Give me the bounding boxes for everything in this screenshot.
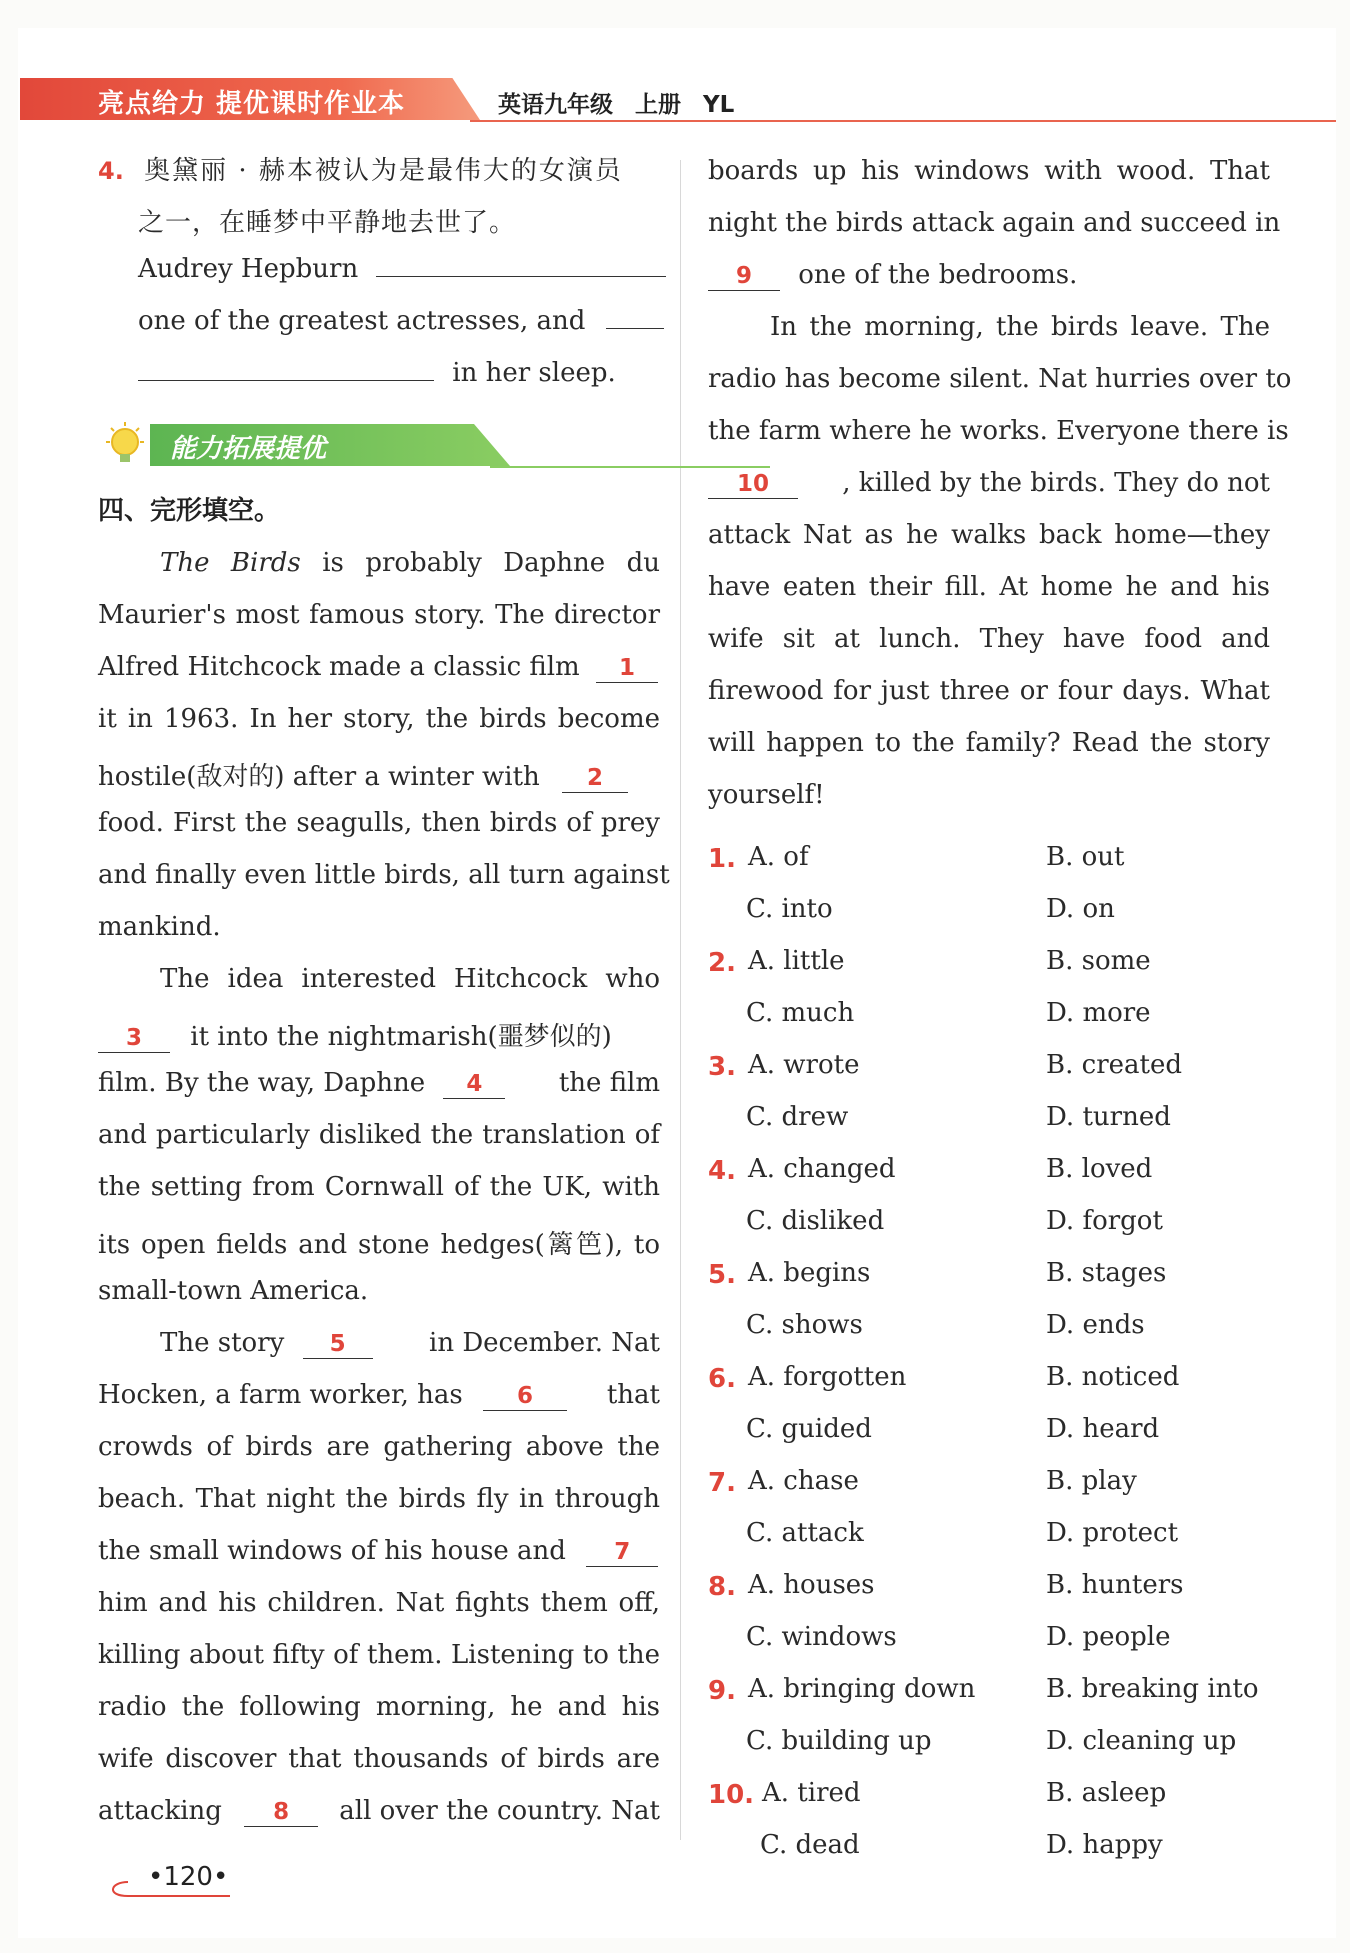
- header-volume: 上册: [635, 92, 682, 118]
- passage-line: the setting from Cornwall of the UK, with: [98, 1172, 660, 1202]
- passage-line: food. First the seagulls, then birds of prey: [98, 808, 660, 838]
- story-title: The Birds: [160, 548, 301, 578]
- option-a[interactable]: A. little: [748, 946, 845, 976]
- passage-line: radio has become silent. Nat hurries over to: [708, 364, 1292, 394]
- passage-line: [98, 1796, 660, 1827]
- option-b[interactable]: B. stages: [1046, 1258, 1167, 1288]
- option-d[interactable]: D. cleaning up: [1046, 1726, 1237, 1756]
- passage-line: wife discover that thousands of birds are: [98, 1744, 660, 1774]
- option-a[interactable]: A. of: [748, 842, 809, 872]
- option-d[interactable]: D. heard: [1046, 1414, 1160, 1444]
- option-question-number: 5.: [708, 1260, 736, 1290]
- passage-line: have eaten their fill. At home he and his: [708, 572, 1270, 602]
- passage-line: its open fields and stone hedges(篱笆), to: [98, 1230, 660, 1260]
- passage-line: attack Nat as he walks back home—they: [708, 520, 1270, 550]
- blank-2[interactable]: 2: [562, 764, 628, 793]
- option-question-number: 2.: [708, 948, 736, 978]
- passage-line: crowds of birds are gathering above the: [98, 1432, 660, 1462]
- blank-6[interactable]: 6: [483, 1382, 567, 1411]
- option-d[interactable]: D. forgot: [1046, 1206, 1163, 1236]
- passage-text: the small windows of his house and: [98, 1536, 566, 1566]
- option-d[interactable]: D. more: [1046, 998, 1151, 1028]
- option-d[interactable]: D. on: [1046, 894, 1115, 924]
- passage-text: hostile(敌对的) after a winter with: [98, 762, 540, 792]
- passage-line: [160, 548, 660, 578]
- passage-line: Maurier's most famous story. The director: [98, 600, 660, 630]
- option-c[interactable]: C. shows: [746, 1310, 863, 1340]
- blank-1[interactable]: 1: [596, 654, 658, 683]
- option-b[interactable]: B. created: [1046, 1050, 1182, 1080]
- option-c[interactable]: C. attack: [746, 1518, 864, 1548]
- option-c[interactable]: C. guided: [746, 1414, 872, 1444]
- passage-line: The idea interested Hitchcock who: [160, 964, 660, 994]
- passage-line: [98, 1380, 660, 1411]
- passage-text: is probably Daphne du: [322, 548, 660, 578]
- option-c[interactable]: C. windows: [746, 1622, 897, 1652]
- option-d[interactable]: D. people: [1046, 1622, 1171, 1652]
- option-c[interactable]: C. disliked: [746, 1206, 885, 1236]
- column-divider: [680, 160, 681, 1840]
- blank-9[interactable]: 9: [708, 262, 780, 291]
- header-subject-line: [498, 86, 734, 119]
- passage-line: and particularly disliked the translation of: [98, 1120, 660, 1150]
- question-number: 4.: [98, 157, 124, 185]
- passage-text: , killed by the birds. They do not: [842, 468, 1270, 498]
- option-question-number: 6.: [708, 1364, 736, 1394]
- option-question-number: 10.: [708, 1780, 755, 1810]
- header-subject: 英语九年级: [498, 92, 613, 118]
- option-question-number: 8.: [708, 1572, 736, 1602]
- page-number-ornament: [104, 1878, 234, 1900]
- passage-line: [708, 260, 1077, 291]
- q4-english-line-2: one of the greatest actresses, and: [138, 306, 586, 336]
- option-a[interactable]: A. houses: [748, 1570, 875, 1600]
- option-a[interactable]: A. begins: [748, 1258, 871, 1288]
- passage-line: will happen to the family? Read the story: [708, 728, 1270, 758]
- passage-text: Hocken, a farm worker, has: [98, 1380, 463, 1410]
- passage-text: attacking: [98, 1796, 222, 1826]
- blank-8[interactable]: 8: [244, 1798, 318, 1827]
- blank-5[interactable]: 5: [303, 1330, 373, 1359]
- header-edition: YL: [703, 92, 735, 118]
- q4-chinese-line-1: 奥黛丽 · 赫本被认为是最伟大的女演员: [144, 156, 623, 186]
- option-b[interactable]: B. hunters: [1046, 1570, 1184, 1600]
- passage-line: In the morning, the birds leave. The: [770, 312, 1270, 342]
- passage-line: killing about fifty of them. Listening to the: [98, 1640, 660, 1670]
- blank-3[interactable]: 3: [98, 1024, 170, 1053]
- q4-english-line-3: in her sleep.: [452, 358, 616, 388]
- passage-line: boards up his windows with wood. That: [708, 156, 1270, 186]
- passage-line: [98, 1016, 612, 1053]
- passage-line: it in 1963. In her story, the birds become: [98, 704, 660, 734]
- passage-line: [98, 1536, 658, 1567]
- passage-text: in December. Nat: [429, 1328, 660, 1358]
- option-a[interactable]: A. tired: [762, 1778, 861, 1808]
- option-c[interactable]: C. drew: [746, 1102, 849, 1132]
- passage-line: and finally even little birds, all turn against: [98, 860, 670, 890]
- option-a[interactable]: A. forgotten: [748, 1362, 907, 1392]
- passage-line: [98, 652, 658, 683]
- passage-line: small-town America.: [98, 1276, 369, 1306]
- blank-7[interactable]: 7: [586, 1538, 658, 1567]
- passage-line: him and his children. Nat fights them off,: [98, 1588, 660, 1618]
- passage-line: the farm where he works. Everyone there is: [708, 416, 1289, 446]
- option-b[interactable]: B. out: [1046, 842, 1125, 872]
- passage-line: [98, 756, 628, 793]
- option-a[interactable]: A. chase: [748, 1466, 859, 1496]
- passage-line: [98, 1068, 660, 1099]
- option-question-number: 4.: [708, 1156, 736, 1186]
- option-question-number: 3.: [708, 1052, 736, 1082]
- option-d[interactable]: D. happy: [1046, 1830, 1163, 1860]
- passage-text: The story: [160, 1328, 285, 1358]
- option-b[interactable]: B. play: [1046, 1466, 1137, 1496]
- option-c[interactable]: C. dead: [760, 1830, 860, 1860]
- option-d[interactable]: D. protect: [1046, 1518, 1179, 1548]
- section-banner: [100, 422, 670, 468]
- passage-text: Alfred Hitchcock made a classic film: [98, 652, 580, 682]
- q4-chinese-line-2: 之一，在睡梦中平静地去世了。: [138, 208, 517, 238]
- option-question-number: 1.: [708, 844, 736, 874]
- option-c[interactable]: C. into: [746, 894, 833, 924]
- lightbulb-icon: [100, 420, 150, 470]
- option-d[interactable]: D. ends: [1046, 1310, 1145, 1340]
- option-b[interactable]: B. asleep: [1046, 1778, 1167, 1808]
- passage-text: all over the country. Nat: [339, 1796, 660, 1826]
- answer-blank[interactable]: [606, 328, 664, 329]
- passage-line: night the birds attack again and succeed in: [708, 208, 1281, 238]
- passage-line: mankind.: [98, 912, 221, 942]
- banner-title: 能力拓展提优: [170, 434, 327, 464]
- passage-text: it into the nightmarish(噩梦似的): [190, 1022, 612, 1052]
- passage-line: wife sit at lunch. They have food and: [708, 624, 1270, 654]
- option-b[interactable]: B. noticed: [1046, 1362, 1180, 1392]
- option-c[interactable]: C. much: [746, 998, 855, 1028]
- page-number: •120•: [148, 1862, 229, 1892]
- blank-4[interactable]: 4: [443, 1070, 505, 1099]
- header-brand: 亮点给力 提优课时作业本: [98, 89, 406, 119]
- option-b[interactable]: B. breaking into: [1046, 1674, 1259, 1704]
- passage-text: film. By the way, Daphne: [98, 1068, 426, 1098]
- option-a[interactable]: A. bringing down: [748, 1674, 976, 1704]
- passage-text: that: [606, 1380, 660, 1410]
- option-b[interactable]: B. some: [1046, 946, 1151, 976]
- option-b[interactable]: B. loved: [1046, 1154, 1153, 1184]
- blank-10[interactable]: 10: [708, 470, 798, 499]
- q4-english-line-1: Audrey Hepburn: [138, 254, 359, 284]
- option-c[interactable]: C. building up: [746, 1726, 932, 1756]
- option-a[interactable]: A. changed: [748, 1154, 896, 1184]
- answer-blank[interactable]: [376, 276, 666, 277]
- passage-line: [708, 468, 1270, 499]
- passage-line: yourself!: [708, 780, 825, 810]
- passage-line: radio the following morning, he and his: [98, 1692, 660, 1722]
- answer-blank[interactable]: [138, 380, 434, 381]
- passage-text: the film: [558, 1068, 660, 1098]
- header-rule: [470, 120, 1336, 122]
- passage-text: one of the bedrooms.: [798, 260, 1078, 290]
- passage-line: [160, 1328, 660, 1359]
- passage-line: firewood for just three or four days. What: [708, 676, 1270, 706]
- option-a[interactable]: A. wrote: [748, 1050, 860, 1080]
- option-question-number: 9.: [708, 1676, 736, 1706]
- option-question-number: 7.: [708, 1468, 736, 1498]
- option-d[interactable]: D. turned: [1046, 1102, 1171, 1132]
- section-title: 四、完形填空。: [98, 496, 281, 526]
- passage-line: beach. That night the birds fly in through: [98, 1484, 660, 1514]
